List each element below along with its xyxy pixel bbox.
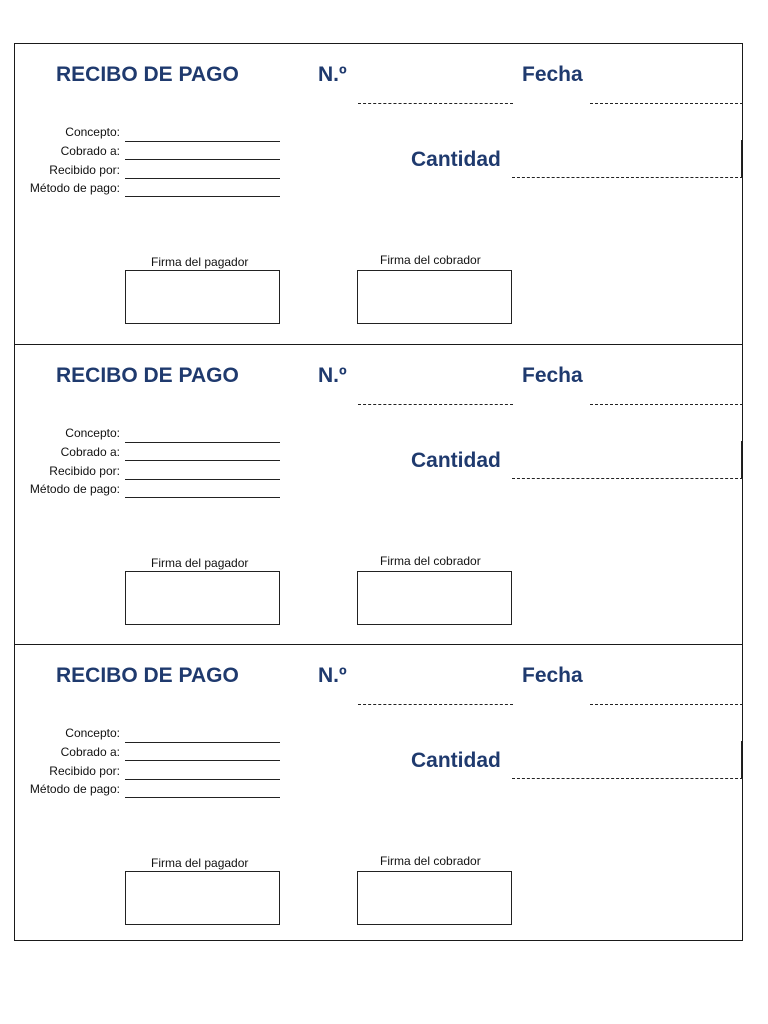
receipt-card: [15, 344, 742, 644]
receipt-card: [15, 644, 742, 944]
received-by-label: Recibido por:: [49, 464, 120, 478]
received-by-line[interactable]: [125, 178, 280, 179]
charged-to-line[interactable]: [125, 159, 280, 160]
collector-signature-label: Firma del cobrador: [380, 554, 481, 568]
payer-signature-box[interactable]: [125, 270, 280, 324]
receipt-number-line[interactable]: [358, 404, 513, 405]
payer-signature-label: Firma del pagador: [151, 255, 249, 269]
date-label: Fecha: [522, 664, 583, 687]
payer-signature-label: Firma del pagador: [151, 556, 249, 570]
amount-divider: [741, 140, 742, 178]
receipt-number-label: N.º: [318, 364, 347, 387]
concept-line[interactable]: [125, 141, 280, 142]
collector-signature-label: Firma del cobrador: [380, 253, 481, 267]
collector-signature-box[interactable]: [357, 871, 512, 925]
payer-signature-box[interactable]: [125, 871, 280, 925]
amount-line[interactable]: [512, 778, 743, 779]
payer-signature-box[interactable]: [125, 571, 280, 625]
payment-method-label: Método de pago:: [29, 181, 120, 195]
amount-label: Cantidad: [411, 449, 501, 472]
concept-label: Concepto:: [65, 426, 120, 440]
received-by-label: Recibido por:: [49, 764, 120, 778]
receipt-card: [15, 44, 742, 344]
date-line[interactable]: [590, 404, 743, 405]
charged-to-label: Cobrado a:: [60, 745, 120, 759]
date-line[interactable]: [590, 103, 743, 104]
payer-signature-label: Firma del pagador: [151, 856, 249, 870]
payment-method-line[interactable]: [125, 196, 280, 197]
payment-method-label: Método de pago:: [29, 482, 120, 496]
charged-to-line[interactable]: [125, 760, 280, 761]
receipt-title: RECIBO DE PAGO: [56, 364, 239, 387]
received-by-line[interactable]: [125, 479, 280, 480]
concept-label: Concepto:: [65, 726, 120, 740]
amount-label: Cantidad: [411, 148, 501, 171]
received-by-label: Recibido por:: [49, 163, 120, 177]
charged-to-line[interactable]: [125, 460, 280, 461]
amount-divider: [741, 741, 742, 779]
collector-signature-box[interactable]: [357, 270, 512, 324]
receipt-number-line[interactable]: [358, 103, 513, 104]
date-label: Fecha: [522, 63, 583, 86]
receipt-number-label: N.º: [318, 664, 347, 687]
receipt-number-line[interactable]: [358, 704, 513, 705]
concept-label: Concepto:: [65, 125, 120, 139]
charged-to-label: Cobrado a:: [60, 144, 120, 158]
collector-signature-box[interactable]: [357, 571, 512, 625]
amount-line[interactable]: [512, 478, 743, 479]
charged-to-label: Cobrado a:: [60, 445, 120, 459]
received-by-line[interactable]: [125, 779, 280, 780]
date-label: Fecha: [522, 364, 583, 387]
concept-line[interactable]: [125, 742, 280, 743]
amount-label: Cantidad: [411, 749, 501, 772]
concept-line[interactable]: [125, 442, 280, 443]
receipt-title: RECIBO DE PAGO: [56, 63, 239, 86]
amount-line[interactable]: [512, 177, 743, 178]
collector-signature-label: Firma del cobrador: [380, 854, 481, 868]
payment-method-line[interactable]: [125, 797, 280, 798]
payment-method-label: Método de pago:: [29, 782, 120, 796]
date-line[interactable]: [590, 704, 743, 705]
amount-divider: [741, 441, 742, 479]
receipt-title: RECIBO DE PAGO: [56, 664, 239, 687]
payment-method-line[interactable]: [125, 497, 280, 498]
receipt-number-label: N.º: [318, 63, 347, 86]
receipt-sheet: [14, 43, 743, 941]
